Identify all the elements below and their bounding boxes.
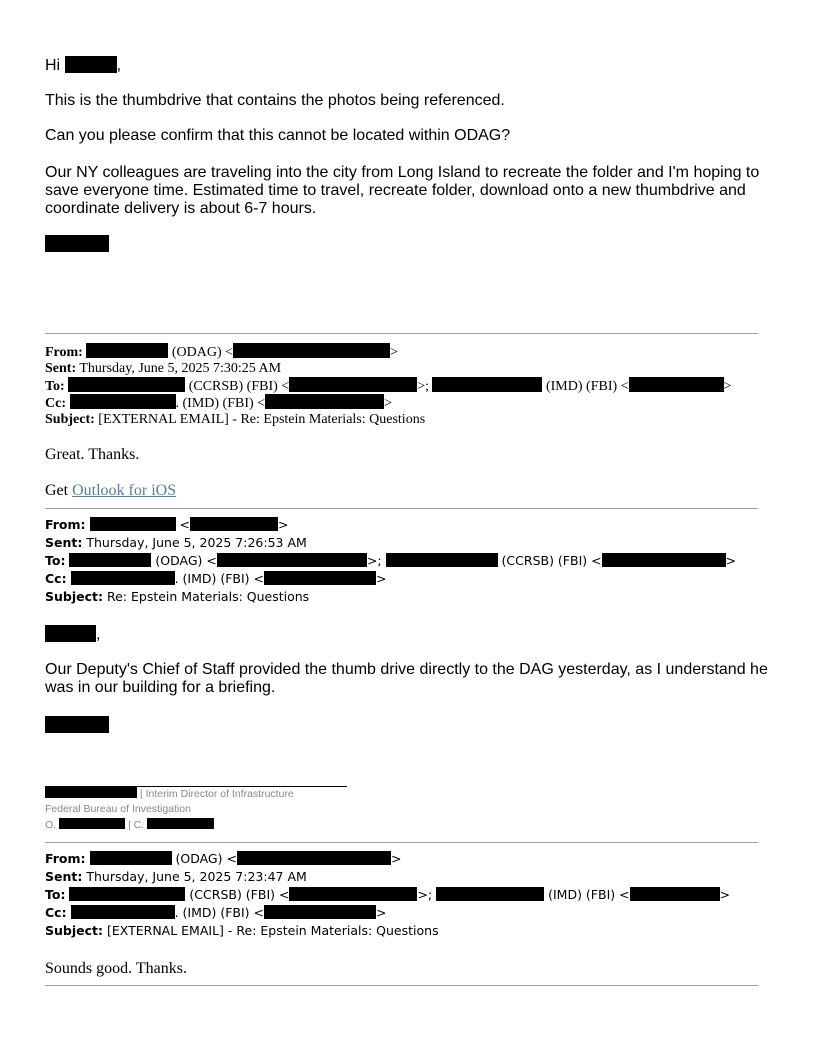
redaction-block bbox=[237, 851, 391, 865]
redaction-block bbox=[90, 517, 176, 531]
to-label: To: bbox=[45, 379, 65, 394]
to-label: To: bbox=[45, 887, 66, 902]
msg3-to-row: To: (CCRSB) (FBI) < >; (IMD) (FBI) < > bbox=[45, 887, 731, 902]
from-org: (ODAG) < bbox=[171, 345, 234, 360]
from-label: From: bbox=[45, 517, 86, 532]
msg2-greeting: , bbox=[45, 625, 100, 644]
msg1-cc-row: Cc: . (IMD) (FBI) < > bbox=[45, 396, 392, 411]
redaction-block bbox=[71, 905, 175, 919]
signature-title-row bbox=[45, 786, 294, 802]
msg2-body: Our Deputy's Chief of Staff provided the thumb drive directly to the DAG yesterday, as I understand he was in our building for a briefing. bbox=[45, 661, 768, 696]
greeting-comma: , bbox=[116, 57, 122, 74]
redaction-block bbox=[264, 571, 376, 585]
redaction-block bbox=[70, 394, 176, 409]
msg3-subject-row bbox=[45, 922, 439, 940]
subject-label: Subject: bbox=[45, 412, 95, 427]
to-label: To: bbox=[45, 553, 66, 568]
body-paragraph-colleagues: Our NY colleagues are traveling into the city from Long Island to recreate the folder and I'm hoping to save everyone time. Estimated time to travel, recreate folder, download onto a new thumbdrive and coordinate delivery is about 6-7 hours. bbox=[45, 164, 760, 217]
separator-rule bbox=[45, 333, 758, 334]
msg2-cc-row: Cc: . (IMD) (FBI) < > bbox=[45, 571, 387, 586]
redaction-block bbox=[90, 851, 172, 865]
cc-label: Cc: bbox=[45, 905, 67, 920]
signature-org: Federal Bureau of Investigation bbox=[45, 803, 191, 815]
redaction-block bbox=[68, 377, 185, 392]
msg1-sent-row bbox=[45, 360, 281, 377]
redaction-block bbox=[432, 377, 542, 392]
cc-label: Cc: bbox=[45, 571, 67, 586]
sent-date: Thursday, June 5, 2025 7:26:53 AM bbox=[86, 535, 307, 550]
body-line-thumbdrive: This is the thumbdrive that contains the photos being referenced. bbox=[45, 92, 505, 109]
redaction-block bbox=[45, 625, 96, 642]
redaction-block bbox=[69, 553, 151, 567]
msg3-from-row: From: (ODAG) < > bbox=[45, 851, 402, 866]
msg3-cc-row: Cc: . (IMD) (FBI) < > bbox=[45, 905, 387, 920]
msg2-subject-row bbox=[45, 588, 309, 606]
redaction-block bbox=[69, 887, 185, 901]
redaction-block bbox=[630, 887, 720, 901]
signature-phones: O. | C. bbox=[45, 817, 214, 833]
separator-rule bbox=[45, 508, 758, 509]
outlook-for-ios-link[interactable]: Outlook for iOS bbox=[72, 482, 177, 499]
sent-label: Sent: bbox=[45, 869, 83, 884]
from-label: From: bbox=[45, 851, 86, 866]
redaction-block bbox=[602, 553, 726, 567]
sent-date: Thursday, June 5, 2025 7:30:25 AM bbox=[79, 361, 282, 376]
redaction-block bbox=[71, 571, 175, 585]
from-label: From: bbox=[45, 345, 83, 360]
separator-rule bbox=[45, 985, 758, 986]
redaction-block bbox=[289, 377, 417, 392]
cc-label: Cc: bbox=[45, 396, 66, 411]
redaction-block bbox=[265, 394, 384, 409]
msg2-from-row: From: < > bbox=[45, 517, 289, 532]
redaction-block bbox=[65, 56, 117, 73]
redaction-block bbox=[147, 818, 214, 829]
signature-title: | Interim Director of Infrastructure bbox=[139, 788, 294, 800]
msg1-get-outlook: Get Outlook for iOS bbox=[45, 482, 177, 499]
redaction-block bbox=[45, 787, 137, 798]
msg1-subject-row bbox=[45, 411, 425, 428]
subject-label: Subject: bbox=[45, 589, 103, 604]
separator-rule bbox=[45, 842, 758, 843]
redaction-block bbox=[264, 905, 376, 919]
msg3-sent-row bbox=[45, 868, 307, 886]
msg1-body: Great. Thanks. bbox=[45, 446, 140, 463]
redaction-block bbox=[190, 517, 278, 531]
sent-label: Sent: bbox=[45, 535, 83, 550]
greeting-line bbox=[45, 56, 121, 75]
msg1-from-row: From: (ODAG) < > bbox=[45, 345, 398, 360]
msg2-to-row: To: (ODAG) < >; (CCRSB) (FBI) < > bbox=[45, 553, 737, 568]
redaction-block bbox=[86, 343, 168, 358]
msg2-sent-row bbox=[45, 534, 307, 552]
msg3-body: Sounds good. Thanks. bbox=[45, 960, 187, 977]
subject-text: [EXTERNAL EMAIL] - Re: Epstein Materials: Questions bbox=[98, 412, 426, 427]
redaction-block bbox=[629, 377, 724, 392]
signature-redaction bbox=[45, 235, 109, 255]
redaction-block bbox=[217, 553, 367, 567]
sent-date: Thursday, June 5, 2025 7:23:47 AM bbox=[86, 869, 307, 884]
sent-label: Sent: bbox=[45, 361, 77, 376]
redaction-block bbox=[386, 553, 498, 567]
subject-label: Subject: bbox=[45, 923, 103, 938]
subject-text: [EXTERNAL EMAIL] - Re: Epstein Materials: Questions bbox=[106, 923, 439, 938]
redaction-block bbox=[59, 818, 125, 829]
msg1-to-row: To: (CCRSB) (FBI) < >; (IMD) (FBI) < > bbox=[45, 379, 732, 394]
redaction-block bbox=[289, 887, 417, 901]
body-line-confirm: Can you please confirm that this cannot be located within ODAG? bbox=[45, 127, 511, 144]
subject-text: Re: Epstein Materials: Questions bbox=[106, 589, 310, 604]
redaction-block bbox=[233, 343, 390, 358]
redaction-block bbox=[436, 887, 544, 901]
signature-redaction bbox=[45, 716, 109, 736]
greeting-text: Hi bbox=[45, 57, 61, 74]
